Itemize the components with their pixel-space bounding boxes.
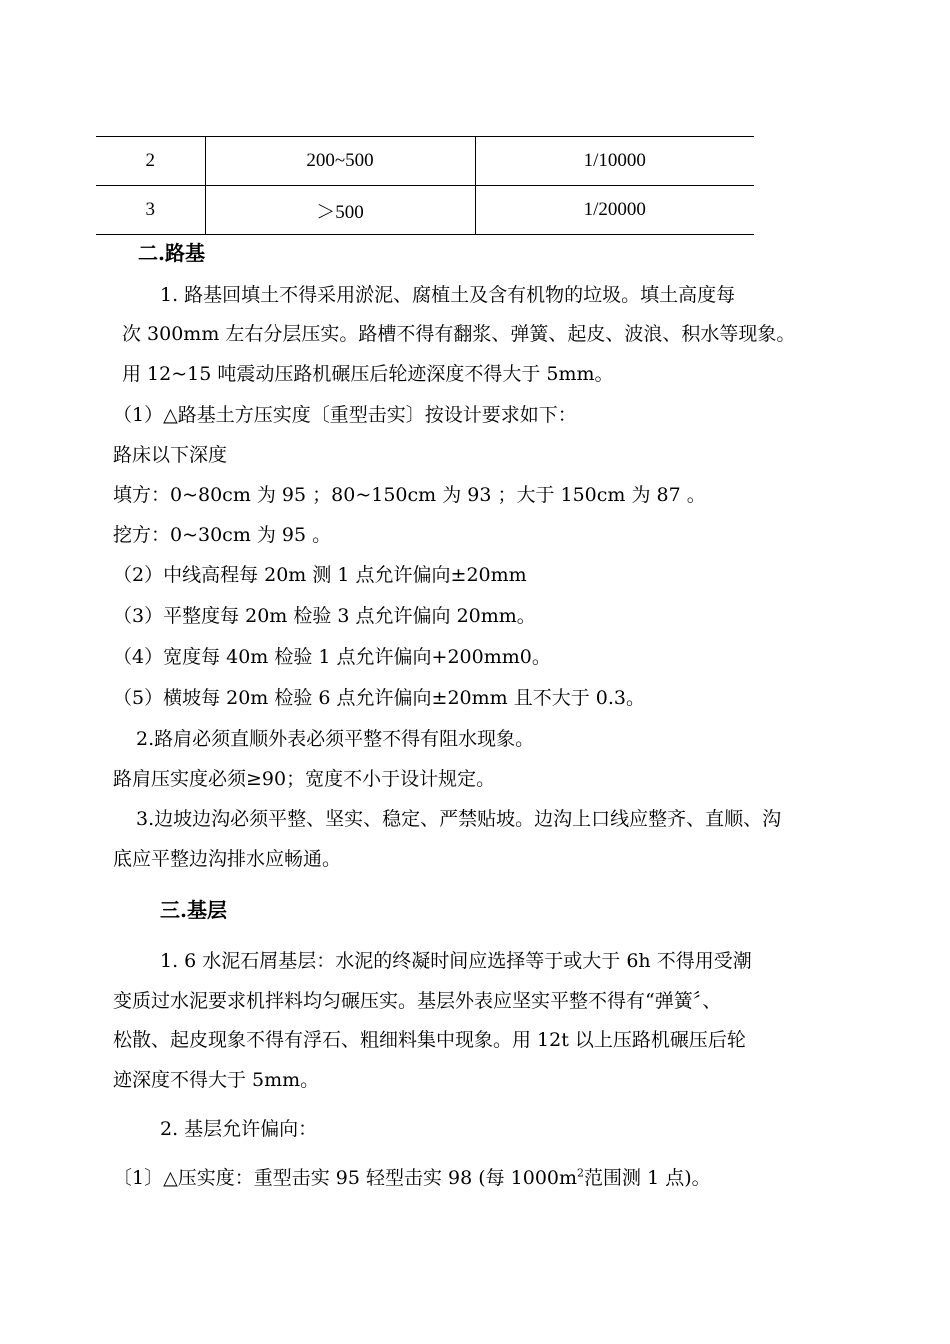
tolerance-table [96, 136, 754, 235]
paragraph-line: 底应平整边沟排水应畅通。 [113, 848, 342, 870]
table-cell: ＞500 [205, 186, 475, 235]
paragraph-line: 2.路肩必须直顺外表必须平整不得有阻水现象。 [136, 728, 535, 750]
list-item [113, 1166, 711, 1190]
section-heading-base: 三.基层 [160, 898, 227, 922]
table-cell: 1/10000 [475, 137, 754, 186]
paragraph-line: 3.边坡边沟必须平整、坚实、稳定、严禁贴坡。边沟上口线应整齐、直顺、沟 [136, 808, 782, 830]
paragraph-line: 用 12~15 吨震动压路机碾压后轮迹深度不得大于 5mm。 [122, 363, 614, 385]
paragraph-line: 次 300mm 左右分层压实。路槽不得有翻浆、弹簧、起皮、波浪、积水等现象。 [122, 323, 796, 345]
paragraph-line: 路床以下深度 [113, 444, 228, 466]
paragraph-line: 填方：0~80cm 为 95 ；80~150cm 为 93 ；大于 150cm 为 87 。 [113, 484, 706, 506]
list-item: （2）中线高程每 20m 测 1 点允许偏向±20mm [113, 564, 527, 586]
paragraph-line: 变质过水泥要求机拌料均匀碾压实。基层外表应坚实平整不得有“弹簧〞、 [113, 990, 722, 1012]
paragraph-line: 挖方：0~30cm 为 95 。 [113, 524, 332, 546]
paragraph-line: 松散、起皮现象不得有浮石、粗细料集中现象。用 12t 以上压路机碾压后轮 [113, 1029, 746, 1051]
paragraph-line: 路肩压实度必须≥90；宽度不小于设计规定。 [113, 768, 496, 790]
compaction-text-end: 范围测 1 点)。 [584, 1167, 711, 1189]
paragraph-line: 迹深度不得大于 5mm。 [113, 1069, 320, 1091]
paragraph-line: 1. 6 水泥石屑基层：水泥的终凝时间应选择等于或大于 6h 不得用受潮 [160, 950, 752, 972]
paragraph-line: 1. 路基回填土不得采用淤泥、腐植土及含有机物的垃圾。填土高度每 [160, 284, 736, 306]
table-cell: 200~500 [205, 137, 475, 186]
list-item: （4）宽度每 40m 检验 1 点允许偏向+200mm0。 [113, 646, 551, 668]
superscript-2: 2 [577, 1166, 585, 1180]
compaction-text: 〔1〕△压实度：重型击实 95 轻型击实 98 (每 1000m [113, 1167, 578, 1189]
section-heading-subgrade: 二.路基 [138, 241, 205, 265]
list-item: （5）横坡每 20m 检验 6 点允许偏向±20mm 且不大于 0.3。 [113, 687, 645, 709]
list-item: （1）△路基土方压实度〔重型击实〕按设计要求如下： [113, 404, 577, 426]
table-cell: 2 [96, 137, 205, 186]
list-item: （3）平整度每 20m 检验 3 点允许偏向 20mm。 [113, 605, 536, 627]
table-row [96, 137, 754, 186]
paragraph-line: 2. 基层允许偏向： [160, 1118, 318, 1140]
table-row [96, 186, 754, 235]
table-cell: 3 [96, 186, 205, 235]
table-cell: 1/20000 [475, 186, 754, 235]
